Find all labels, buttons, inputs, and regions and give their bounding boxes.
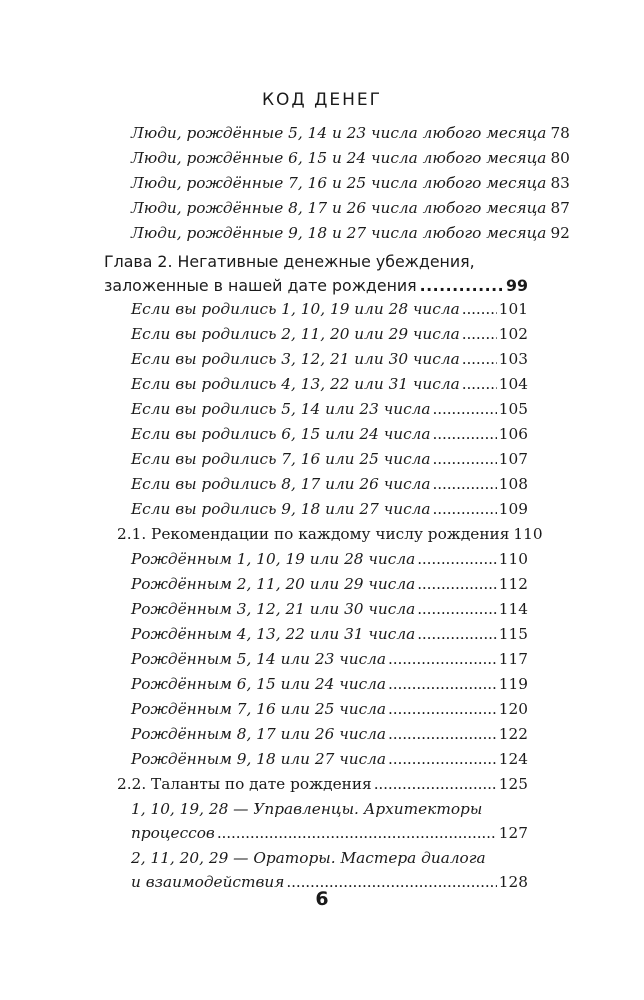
leader-dots (417, 597, 497, 621)
toc-entry-title: Если вы родились 3, 12, 21 или 30 числа (131, 350, 460, 368)
leader-dots (388, 722, 497, 746)
toc-entry-title: Рождённым 6, 15 или 24 числа (131, 675, 387, 693)
toc-entry (131, 171, 569, 195)
toc-entry-title: Рождённым 8, 17 или 26 числа (131, 725, 387, 743)
toc-entry-page: 105 (498, 400, 528, 418)
toc-entry-title: Рождённым 7, 16 или 25 числа (131, 700, 387, 718)
toc-entry-page: 92 (550, 224, 570, 242)
toc-section (117, 772, 528, 796)
toc-entry-page: 117 (498, 650, 528, 668)
toc-entry-page: 101 (498, 300, 528, 318)
toc-entry-title: Если вы родились 6, 15 или 24 числа (131, 425, 431, 443)
toc-entry (131, 547, 528, 571)
toc-entry (131, 121, 569, 145)
toc-entry-title: Рождённым 2, 11, 20 или 29 числа (131, 575, 416, 593)
toc-entry (131, 146, 569, 170)
leader-dots (388, 747, 497, 771)
toc-entry-multiline (131, 846, 528, 894)
toc-entry-title: Люди, рождённые 7, 16 и 25 числа любого месяца (131, 174, 547, 192)
toc-entry (131, 647, 528, 671)
leader-dots (462, 297, 497, 321)
leader-dots (374, 772, 497, 796)
toc-entry-page: 87 (550, 199, 570, 217)
leader-dots (433, 397, 497, 421)
leader-dots (388, 647, 497, 671)
leader-dots (433, 472, 497, 496)
toc-entry-page: 107 (498, 450, 528, 468)
toc-section (117, 522, 543, 546)
toc-entry-page: 110 (498, 550, 528, 568)
toc-entry (131, 597, 528, 621)
toc-entry-page: 103 (498, 350, 528, 368)
toc-entry-page: 127 (498, 824, 528, 842)
running-header: КОД ДЕНЕГ (261, 90, 383, 110)
toc-entry-title-line2: процессов (131, 824, 215, 842)
toc-entry-title: Рождённым 1, 10, 19 или 28 числа (131, 550, 416, 568)
toc-entry-page: 109 (498, 500, 528, 518)
toc-entry-title: Если вы родились 2, 11, 20 или 29 числа (131, 325, 460, 343)
toc-entry-title-line2: и взаимодействия (131, 873, 285, 891)
leader-dots (388, 697, 497, 721)
chapter-title-line1: Глава 2. Негативные денежные убеждения, (104, 252, 475, 271)
leader-dots (433, 497, 497, 521)
toc-entry (131, 322, 528, 346)
toc-entry-multiline (131, 797, 528, 845)
toc-entry-page: 102 (498, 325, 528, 343)
chapter-page: 99 (506, 276, 528, 295)
toc-entry-page: 114 (498, 600, 528, 618)
toc-entry (131, 572, 528, 596)
toc-entry (131, 747, 528, 771)
toc-entry-title: Если вы родились 4, 13, 22 или 31 числа (131, 375, 460, 393)
toc-entry-page: 128 (498, 873, 528, 891)
toc-entry (131, 672, 528, 696)
toc-entry (131, 422, 528, 446)
toc-section-page: 125 (498, 775, 528, 793)
leader-dots (462, 372, 497, 396)
toc-entry-title: Рождённым 9, 18 или 27 числа (131, 750, 387, 768)
leader-dots (433, 447, 497, 471)
chapter-title-line2: заложенные в нашей дате рождения (104, 276, 417, 295)
leader-dots (417, 622, 497, 646)
toc-entry-page: 124 (498, 750, 528, 768)
toc-section-title: 2.2. Таланты по дате рождения (117, 775, 372, 793)
leader-dots (420, 274, 503, 298)
toc-entry-title: Если вы родились 9, 18 или 27 числа (131, 500, 431, 518)
toc-entry (131, 397, 528, 421)
toc-entry (131, 221, 569, 245)
toc-entry-page: 106 (498, 425, 528, 443)
toc-entry (131, 297, 528, 321)
toc-entry-page: 78 (550, 124, 570, 142)
leader-dots (462, 322, 497, 346)
toc-entry-page: 83 (550, 174, 570, 192)
page-number: 6 (315, 888, 329, 910)
toc-entry-page: 80 (550, 149, 570, 167)
toc-entry (131, 372, 528, 396)
toc-entry (131, 472, 528, 496)
toc-entry-title: Рождённым 4, 13, 22 или 31 числа (131, 625, 416, 643)
leader-dots (462, 347, 497, 371)
leader-dots (388, 672, 497, 696)
toc-entry-title: Если вы родились 1, 10, 19 или 28 числа (131, 300, 460, 318)
toc-entry-page: 108 (498, 475, 528, 493)
toc-section-title: 2.1. Рекомендации по каждому числу рождения (117, 525, 510, 543)
toc-entry-page: 112 (498, 575, 528, 593)
toc-entry-title: Если вы родились 8, 17 или 26 числа (131, 475, 431, 493)
toc-entry (131, 622, 528, 646)
toc-entry-page: 119 (498, 675, 528, 693)
toc-entry-title: Люди, рождённые 5, 14 и 23 числа любого месяца (131, 124, 547, 142)
toc-entry (131, 722, 528, 746)
chapter-heading (104, 250, 528, 298)
toc-entry (131, 497, 528, 521)
toc-entry-title: Рождённым 3, 12, 21 или 30 числа (131, 600, 416, 618)
leader-dots (217, 821, 497, 845)
leader-dots (433, 422, 497, 446)
toc-entry-title: Если вы родились 7, 16 или 25 числа (131, 450, 431, 468)
leader-dots (417, 572, 497, 596)
toc-section-page: 110 (513, 525, 543, 543)
toc-entry-title: Если вы родились 5, 14 или 23 числа (131, 400, 431, 418)
toc-entry-title-line1: 2, 11, 20, 29 — Ораторы. Мастера диалога (131, 849, 486, 867)
toc-entry-page: 104 (498, 375, 528, 393)
toc-entry-title: Рождённым 5, 14 или 23 числа (131, 650, 387, 668)
toc-entry (131, 347, 528, 371)
toc-entry-title: Люди, рождённые 8, 17 и 26 числа любого месяца (131, 199, 547, 217)
toc-entry-page: 120 (498, 700, 528, 718)
toc-entry-title: Люди, рождённые 9, 18 и 27 числа любого месяца (131, 224, 547, 242)
toc-entry (131, 447, 528, 471)
toc-entry-page: 115 (498, 625, 528, 643)
toc-entry-page: 122 (498, 725, 528, 743)
toc-entry (131, 697, 528, 721)
leader-dots (417, 547, 497, 571)
toc-entry-title: Люди, рождённые 6, 15 и 24 числа любого месяца (131, 149, 547, 167)
toc-entry-title-line1: 1, 10, 19, 28 — Управленцы. Архитекторы (131, 800, 483, 818)
toc-entry (131, 196, 569, 220)
